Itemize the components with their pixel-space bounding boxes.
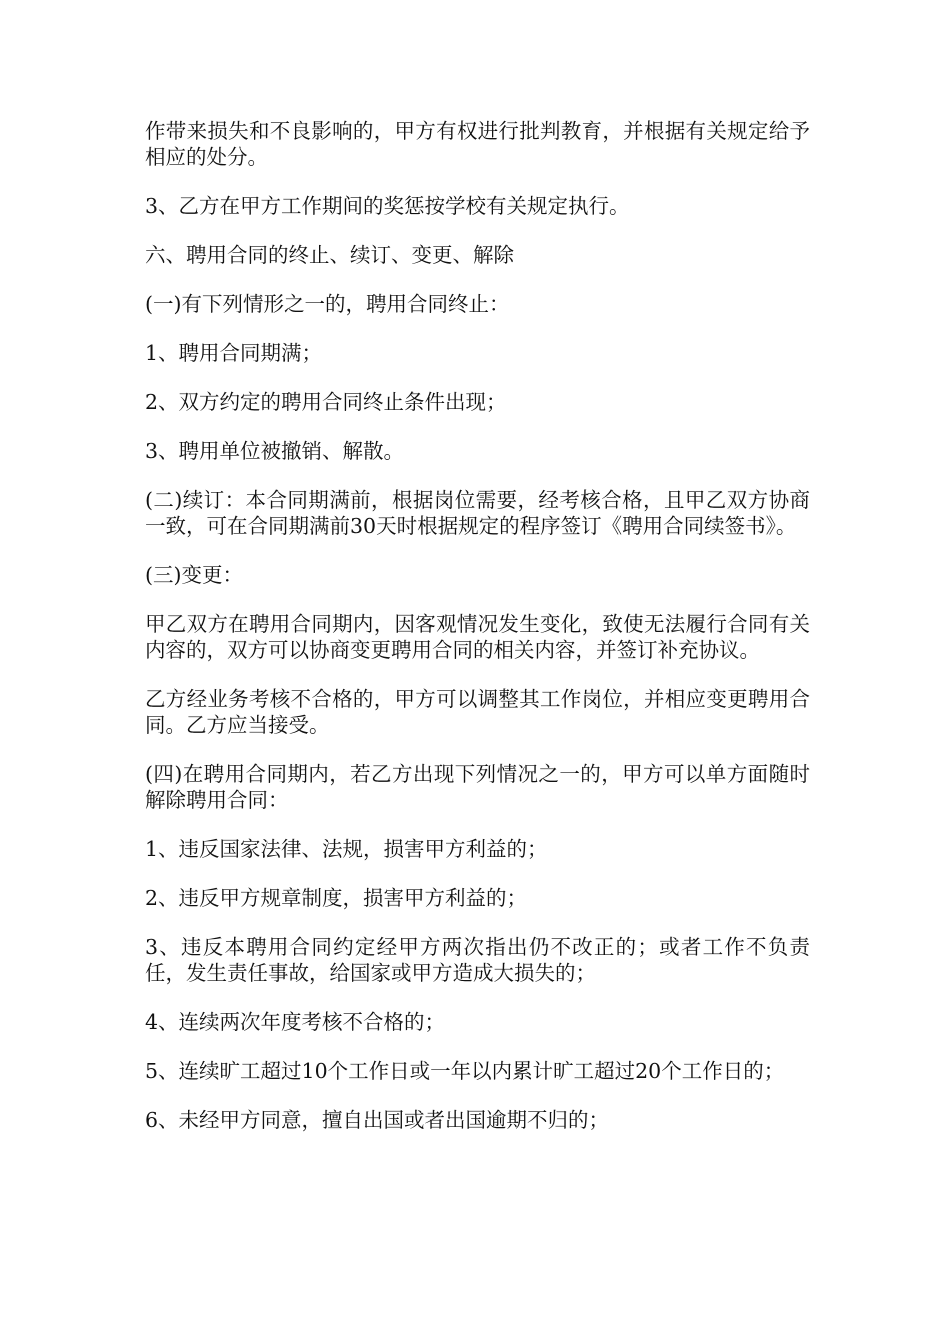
paragraph-rewards-clause: 3、乙方在甲方工作期间的奖惩按学校有关规定执行。 [145, 194, 630, 218]
paragraph-change-objective: 甲乙双方在聘用合同期内，因客观情况发生变化，致使无法履行合同有关内容的，双方可以协商变更聘用合同的相关内容，并签订补充协议。 [145, 612, 810, 662]
list-item-violate-law: 1、违反国家法律、法规，损害甲方利益的； [145, 837, 548, 861]
paragraph-penalty-continuation: 作带来损失和不良影响的，甲方有权进行批判教育，并根据有关规定给予相应的处分。 [145, 119, 810, 169]
paragraph-change-assessment: 乙方经业务考核不合格的，甲方可以调整其工作岗位，并相应变更聘用合同。乙方应当接受。 [145, 687, 810, 737]
list-item-unit-dissolved: 3、聘用单位被撤销、解散。 [145, 439, 405, 463]
paragraph-change-heading: (三)变更： [145, 563, 243, 587]
paragraph-dismissal-heading: (四)在聘用合同期内，若乙方出现下列情况之一的，甲方可以单方面随时解除聘用合同： [145, 762, 810, 812]
section-heading-termination: 六、聘用合同的终止、续订、变更、解除 [145, 243, 514, 267]
paragraph-termination-conditions: (一)有下列情形之一的，聘用合同终止： [145, 292, 510, 316]
list-item-absenteeism: 5、连续旷工超过10个工作日或一年以内累计旷工超过20个工作日的； [145, 1059, 785, 1083]
list-item-agreed-condition: 2、双方约定的聘用合同终止条件出现； [145, 390, 507, 414]
list-item-unauthorized-abroad: 6、未经甲方同意，擅自出国或者出国逾期不归的； [145, 1108, 610, 1132]
list-item-contract-expiry: 1、聘用合同期满； [145, 341, 323, 365]
list-item-violate-rules: 2、违反甲方规章制度，损害甲方利益的； [145, 886, 528, 910]
document-page [145, 118, 810, 1156]
list-item-violate-contract: 3、违反本聘用合同约定经甲方两次指出仍不改正的；或者工作不负责任，发生责任事故，给国家或甲方造成大损失的； [145, 935, 810, 985]
paragraph-renewal: (二)续订：本合同期满前，根据岗位需要，经考核合格，且甲乙双方协商一致，可在合同期满前30天时根据规定的程序签订《聘用合同续签书》。 [145, 488, 810, 538]
list-item-failed-assessment: 4、连续两次年度考核不合格的； [145, 1010, 446, 1034]
